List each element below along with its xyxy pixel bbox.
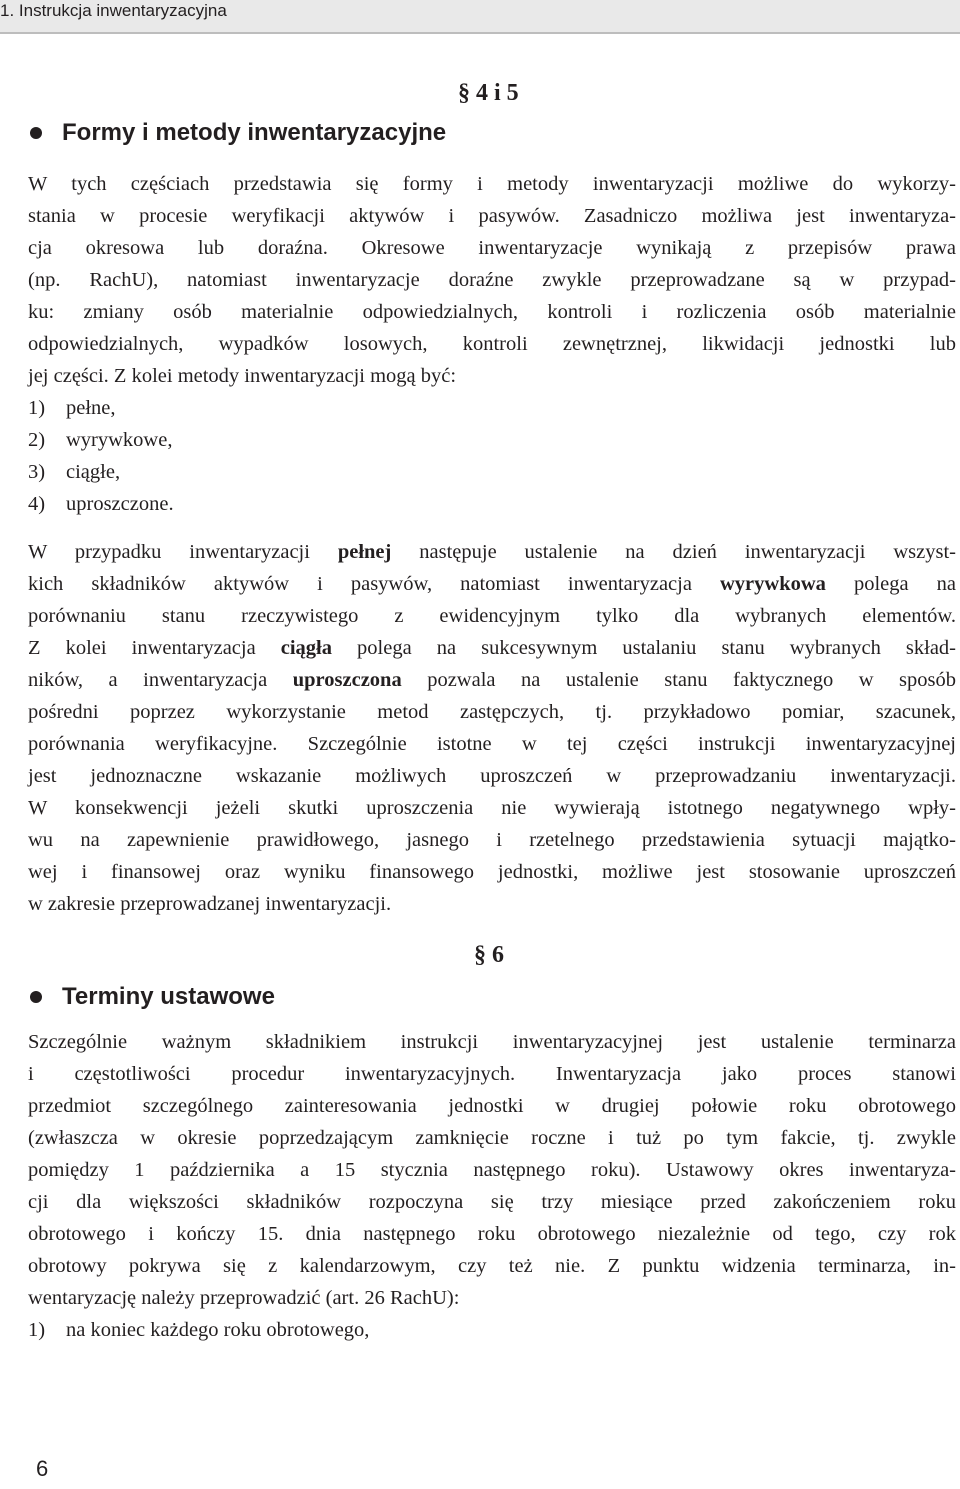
text-line <box>28 824 956 856</box>
section-heading-terms-text: Terminy ustawowe <box>62 983 275 1010</box>
text-line: cji dla większości składników rozpoczyna się trzy miesiące przed zakończeniem roku <box>28 1191 956 1213</box>
methods-list <box>28 392 956 520</box>
text-run: porównaniu stanu rzeczywistego z ewidencyjnym tylko dla wybranych elementów. <box>28 605 956 627</box>
text-line: obrotowy pokrywa się z kalendarzowym, czy też nie. Z punktu widzenia terminarza, in- <box>28 1255 956 1277</box>
text-run: wu na zapewnienie prawidłowego, jasnego i rzetelnego przedstawienia sytuacji majątko- <box>28 829 956 851</box>
text-run: w zakresie przeprowadzanej inwentaryzacji. <box>28 893 392 915</box>
list-item: 1) na koniec każdego roku obrotowego, <box>28 1319 370 1341</box>
list-item: 4) uproszczone. <box>28 493 174 515</box>
text-run: kich składników aktywów i pasywów, natomiast inwentaryzacja <box>28 573 720 595</box>
text-line <box>28 792 956 824</box>
text-line <box>28 568 956 600</box>
text-run: Z kolei inwentaryzacja <box>28 637 281 659</box>
text-line: cja okresowa lub doraźna. Okresowe inwentaryzacje wynikają z przepisów prawa <box>28 237 956 259</box>
section-mark-6: § 6 <box>474 942 504 968</box>
section1-intro <box>28 168 956 520</box>
text-line <box>28 760 956 792</box>
text-line: W tych częściach przedstawia się formy i metody inwentaryzacji możliwe do wykorzy- <box>28 173 956 195</box>
text-run: wej i finansowej oraz wyniku finansowego jednostki, możliwe jest stosowanie uproszczeń <box>28 861 956 883</box>
list-item: 2) wyrywkowe, <box>28 429 173 451</box>
text-line <box>28 696 956 728</box>
text-line <box>28 600 956 632</box>
section-heading-terms <box>30 980 275 1014</box>
text-line: ku: zmiany osób materialnie odpowiedzialnych, kontroli i rozliczenia osób materialnie <box>28 301 956 323</box>
page-number: 6 <box>36 1456 49 1481</box>
text-run: W konsekwencji jeżeli skutki uproszczenia nie wywierają istotnego negatywnego wpły- <box>28 797 956 819</box>
text-run: pozwala na ustalenie stanu faktycznego w sposób <box>401 669 956 691</box>
section-heading-forms <box>30 116 446 150</box>
text-line <box>28 728 956 760</box>
bold-term: ciągła <box>280 637 332 659</box>
bold-term: pełnej <box>337 541 392 563</box>
text-line <box>28 664 956 696</box>
bold-term: wyrywkowa <box>719 573 826 595</box>
text-line <box>28 536 956 568</box>
text-line: (zwłaszcza w okresie poprzedzającym zamknięcie roczne i tuż po tym fakcie, tj. zwykle <box>28 1127 956 1149</box>
running-header-title: 1. Instrukcja inwentaryzacyjna <box>0 1 227 20</box>
text-line <box>28 632 956 664</box>
text-line: stania w procesie weryfikacji aktywów i pasywów. Zasadniczo możliwa jest inwentaryza- <box>28 205 956 227</box>
text-line: (np. RachU), natomiast inwentaryzacje doraźne zwykle przeprowadzane są w przypad- <box>28 269 956 291</box>
text-line: przedmiot szczególnego zainteresowania jednostki w drugiej połowie roku obrotowego <box>28 1095 956 1117</box>
section-mark-4-5: § 4 i 5 <box>458 80 519 106</box>
text-run: W przypadku inwentaryzacji <box>28 541 338 563</box>
text-line <box>28 888 956 920</box>
list-item: 1) pełne, <box>28 397 116 419</box>
text-run: jest jednoznaczne wskazanie możliwych uproszczeń w przeprowadzaniu inwentaryzacji. <box>28 765 956 787</box>
text-line: Szczególnie ważnym składnikiem instrukcji inwentaryzacyjnej jest ustalenie terminarza <box>28 1031 956 1053</box>
section-heading-forms-text: Formy i metody inwentaryzacyjne <box>62 119 447 146</box>
text-line: pomiędzy 1 października a 15 stycznia następnego roku). Ustawowy okres inwentaryza- <box>28 1159 956 1181</box>
text-run: polega na sukcesywnym ustalaniu stanu wybranych skład- <box>332 637 957 659</box>
text-run: następuje ustalenie na dzień inwentaryzacji wszyst- <box>391 541 956 563</box>
text-line: obrotowego i kończy 15. dnia następnego roku obrotowego niezależnie od tego, czy rok <box>28 1223 956 1245</box>
text-run: pośredni poprzez wykorzystanie metod zastępczych, tj. przykładowo pomiar, szacunek, <box>28 701 956 723</box>
list-item: 3) ciągłe, <box>28 461 121 483</box>
text-run: ników, a inwentaryzacja <box>28 669 293 691</box>
text-run: porównania weryfikacyjne. Szczególnie istotne w tej części instrukcji inwentaryzacyjnej <box>28 733 956 755</box>
text-line: odpowiedzialnych, wypadków losowych, kontroli zewnętrznej, likwidacji jednostki lub <box>28 333 956 355</box>
text-line <box>28 856 956 888</box>
text-run: polega na <box>825 573 956 595</box>
bold-term: uproszczona <box>292 669 402 691</box>
text-line: jej części. Z kolei metody inwentaryzacji mogą być: <box>28 365 457 387</box>
section1-paragraph2 <box>28 536 956 920</box>
section2-body <box>28 1026 956 1346</box>
text-line: wentaryzację należy przeprowadzić (art. 26 RachU): <box>28 1287 460 1309</box>
bullet-icon <box>30 991 42 1003</box>
text-line: i częstotliwości procedur inwentaryzacyjnych. Inwentaryzacja jako proces stanowi <box>28 1063 956 1085</box>
bullet-icon <box>30 127 42 139</box>
running-header <box>0 0 960 34</box>
